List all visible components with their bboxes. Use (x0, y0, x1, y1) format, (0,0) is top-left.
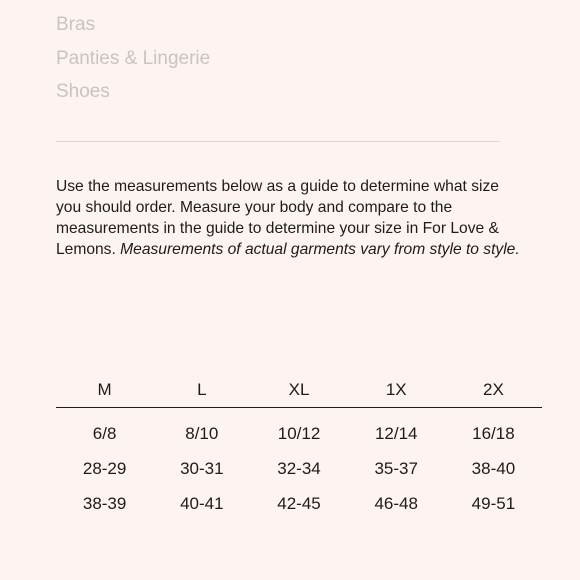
table-cell: 38-39 (82, 494, 127, 513)
nav-item-shoes[interactable]: Shoes (56, 81, 110, 102)
header-size-xl: XL (288, 380, 310, 399)
table-cell: 38-40 (471, 459, 516, 478)
size-table-header (56, 372, 542, 408)
section-divider (56, 141, 500, 142)
table-row (56, 451, 542, 486)
header-size-m: M (97, 380, 112, 399)
header-size-1x: 1X (385, 380, 407, 399)
table-cell: 6/8 (92, 424, 117, 443)
nav-item-panties-lingerie[interactable]: Panties & Lingerie (56, 47, 211, 69)
table-cell: 49-51 (471, 494, 516, 513)
table-cell: 30-31 (180, 459, 224, 478)
intro-text: Use the measurements below as a guide to determine what size you should order. Measure your body and compare to the measurements in the guide to determine your size in For Love & Lemons. (56, 178, 499, 258)
table-cell: 46-48 (374, 494, 418, 513)
header-size-2x: 2X (483, 380, 504, 399)
category-nav (56, 12, 210, 113)
table-cell: 32-34 (277, 459, 321, 478)
table-cell: 16/18 (472, 424, 515, 443)
table-cell: 42-45 (277, 494, 321, 513)
header-size-l: L (197, 380, 207, 399)
table-row (56, 416, 542, 451)
table-cell: 40-41 (180, 494, 224, 513)
table-cell: 10/12 (277, 424, 321, 443)
table-cell: 12/14 (374, 424, 418, 443)
intro-italic-note: Measurements of actual garments vary from style to style. (120, 241, 520, 258)
table-row (56, 486, 542, 521)
nav-item-bras[interactable]: Bras (56, 14, 96, 35)
table-cell: 8/10 (185, 424, 219, 443)
table-cell: 35-37 (374, 459, 418, 478)
size-guide-intro (56, 176, 526, 260)
table-cell: 28-29 (82, 459, 127, 478)
size-table (56, 372, 542, 521)
